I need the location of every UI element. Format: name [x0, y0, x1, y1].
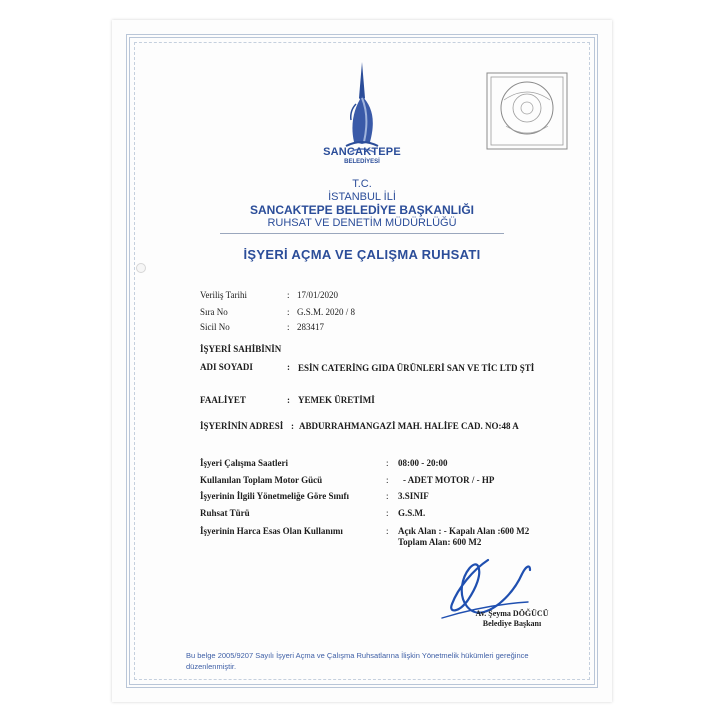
license-type-label: Ruhsat Türü	[200, 508, 250, 518]
hours-label: İşyeri Çalışma Saatleri	[200, 458, 288, 468]
separator: :	[386, 526, 389, 536]
header-directorate: RUHSAT VE DENETİM MÜDÜRLÜĞÜ	[267, 217, 457, 229]
brand-name: SANCAKTEPE	[323, 146, 401, 158]
registry-no-value: 283417	[297, 322, 324, 332]
brand-subtitle: BELEDİYESİ	[344, 159, 380, 165]
owner-name-label: ADI SOYADI	[200, 362, 253, 372]
registry-no-label: Sicil No	[200, 322, 230, 332]
header-province: İSTANBUL İLİ	[328, 191, 396, 203]
motor-label: Kullanılan Toplam Motor Gücü	[200, 475, 323, 485]
activity-label: FAALİYET	[200, 395, 246, 405]
separator: :	[386, 508, 389, 518]
order-no-label: Sıra No	[200, 307, 228, 317]
separator: :	[287, 395, 290, 405]
signatory	[452, 609, 572, 628]
issue-date-label: Veriliş Tarihi	[200, 290, 247, 300]
motor-value: - ADET MOTOR / - HP	[403, 475, 495, 485]
usage-line-2: Toplam Alan: 600 M2	[398, 537, 482, 547]
owner-name-value: ESİN CATERİNG GIDA ÜRÜNLERİ SAN VE TİC LTD ŞTİ	[298, 363, 535, 373]
separator: :	[287, 307, 290, 317]
order-no-value: G.S.M. 2020 / 8	[297, 307, 356, 317]
document-title: İŞYERİ AÇMA VE ÇALIŞMA RUHSATI	[243, 247, 481, 262]
header-municipality: SANCAKTEPE BELEDİYE BAŞKANLIĞI	[249, 203, 475, 217]
sancaktepe-logo-icon	[332, 58, 392, 158]
separator: :	[291, 421, 294, 431]
class-label: İşyerinin İlgili Yönetmeliğe Göre Sınıfı	[200, 491, 349, 501]
separator: :	[386, 491, 389, 501]
footer-note: Bu belge 2005/9207 Sayılı İşyeri Açma ve Çalışma Ruhsatlarına İlişkin Yönetmelik hükümleri gereğince düzenlenmiştir.	[186, 651, 529, 671]
usage-label: İşyerinin Harca Esas Olan Kullanımı	[200, 526, 343, 536]
official-seal-icon	[484, 70, 570, 152]
header-divider	[220, 233, 504, 234]
signatory-title: Belediye Başkanı	[482, 618, 542, 628]
header-tc: T.C.	[352, 178, 372, 190]
punch-hole	[136, 263, 146, 273]
class-value: 3.SINIF	[398, 491, 429, 501]
signatory-name: Av. Şeyma DÖĞÜCÜ	[475, 609, 549, 618]
separator: :	[287, 290, 290, 300]
license-type-value: G.S.M.	[398, 508, 426, 518]
usage-line-1: Açık Alan : - Kapalı Alan :600 M2	[398, 526, 530, 536]
issue-date-value: 17/01/2020	[297, 290, 339, 300]
address-label: İŞYERİNİN ADRESİ	[200, 421, 284, 431]
hours-value: 08:00 - 20:00	[398, 458, 448, 468]
address-value: ABDURRAHMANGAZİ MAH. HALİFE CAD. NO:48 A	[299, 421, 519, 431]
separator: :	[386, 458, 389, 468]
owner-section-label: İŞYERİ SAHİBİNİN	[200, 344, 282, 354]
separator: :	[287, 362, 290, 372]
separator: :	[386, 475, 389, 485]
separator: :	[287, 322, 290, 332]
activity-value: YEMEK ÜRETİMİ	[298, 395, 375, 405]
